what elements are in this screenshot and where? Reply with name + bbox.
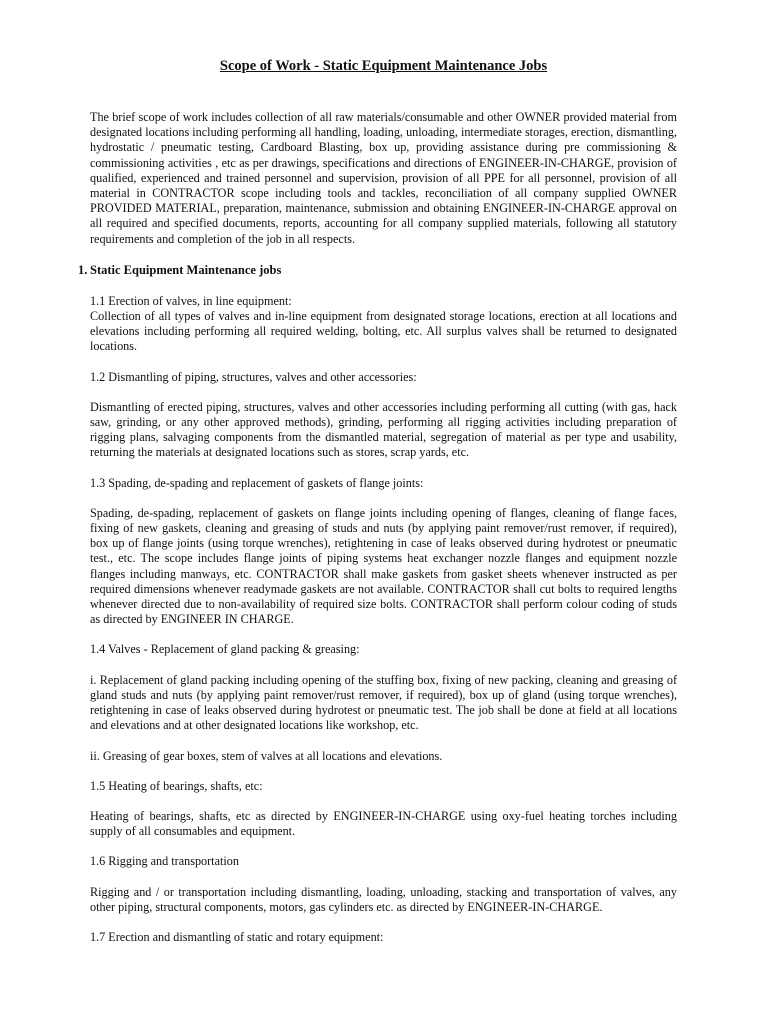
subsection-1-6-body: Rigging and / or transportation including dismantling, loading, unloading, stacking and transportation of valves, any other piping, structural components, motors, gas cylinders etc. as directed by ENGINEER-IN-CHARGE. [90, 884, 677, 914]
subsection-1-4-item-i: i. Replacement of gland packing including opening of the stuffing box, fixing of new packing, cleaning and greasing of gland studs and nuts (by applying paint remover/rust remover, if required), box up of gland (using torque wrenches), retightening in case of leaks observed during hydrotest or pneumatic test. The job shall be done at field at all locations and elevations and at other designated locations like workshop, etc. [90, 672, 677, 733]
subsection-1-4-item-ii: ii. Greasing of gear boxes, stem of valves at all locations and elevations. [90, 748, 443, 763]
subsection-1-4-heading: 1.4 Valves - Replacement of gland packing & greasing: [90, 642, 360, 657]
subsection-1-1-body: Collection of all types of valves and in-line equipment from designated storage locations, erection at all locations and elevations including performing all required welding, bolting, etc. All surplus valves shall be returned to designated locations. [90, 309, 677, 354]
subsection-1-6-heading: 1.6 Rigging and transportation [90, 854, 239, 869]
section-1-title: Static Equipment Maintenance jobs [90, 262, 282, 277]
intro-paragraph: The brief scope of work includes collection of all raw materials/consumable and other OWNER provided material from designated locations including performing all handling, loading, unloading, intermediate storages, erection, dismantling, hydrostatic / pneumatic testing, Cardboard Blasting, box up, providing assistance during pre commissioning & commissioning activities , etc as per drawings, specifications and directions of ENGINEER-IN-CHARGE, provision of qualified, experienced and trained personnel and supervision, provision of all PPE for all personnel, provision of all material in CONTRACTOR scope including tools and tackles, reconciliation of all company supplied OWNER PROVIDED MATERIAL, preparation, maintenance, submission and obtaining ENGINEER-IN-CHARGE approval on all required and specified documents, reports, accounting for all company supplied materials, following all statutory requirements and completion of the job in all respects. [90, 110, 677, 246]
subsection-1-1-heading: 1.1 Erection of valves, in line equipment: [90, 293, 292, 308]
section-1-heading [78, 262, 677, 278]
subsection-1-2-heading: 1.2 Dismantling of piping, structures, valves and other accessories: [90, 369, 417, 384]
document-page [78, 56, 677, 945]
subsection-1-5-body: Heating of bearings, shafts, etc as directed by ENGINEER-IN-CHARGE using oxy-fuel heating torches including supply of all consumables and equipment. [90, 808, 677, 839]
subsection-1-5-heading: 1.5 Heating of bearings, shafts, etc: [90, 778, 263, 793]
subsection-1-2-body: Dismantling of erected piping, structures, valves and other accessories including performing all cutting (with gas, hack saw, grinding, or any other approved methods), grinding, performing all rigging activities including preparation of rigging plans, salvaging components from the dismantled material, segregation of material as per type and usability, returning the materials at designated locations such as stores, scrap yards, etc. [90, 399, 677, 460]
document-title: Scope of Work - Static Equipment Maintenance Jobs [219, 58, 548, 74]
section-1-number: 1. [78, 262, 88, 277]
subsection-1-3-body: Spading, de-spading, replacement of gaskets on flange joints including opening of flanges, cleaning of flange faces, fixing of new gaskets, cleaning and greasing of studs and nuts (by applying paint remover/rust remover, if required), box up of flange joints (using torque wrenches), retightening in case of leaks observed during hydrotest or pneumatic test., etc. The scope includes flange joints of piping systems heat exchanger nozzle flanges and equipment nozzle flanges including manways, etc. CONTRACTOR shall make gaskets from gasket sheets whenever instructed as per required dimensions whenever readymade gaskets are not available. CONTRACTOR shall cut bolts to required lengths whenever directed due to non-availability of required size bolts. CONTRACTOR shall perform colour coding of studs as directed by ENGINEER IN CHARGE. [90, 505, 677, 627]
subsection-1-7-heading: 1.7 Erection and dismantling of static and rotary equipment: [90, 929, 384, 944]
subsection-1-3-heading: 1.3 Spading, de-spading and replacement of gaskets of flange joints: [90, 475, 424, 490]
